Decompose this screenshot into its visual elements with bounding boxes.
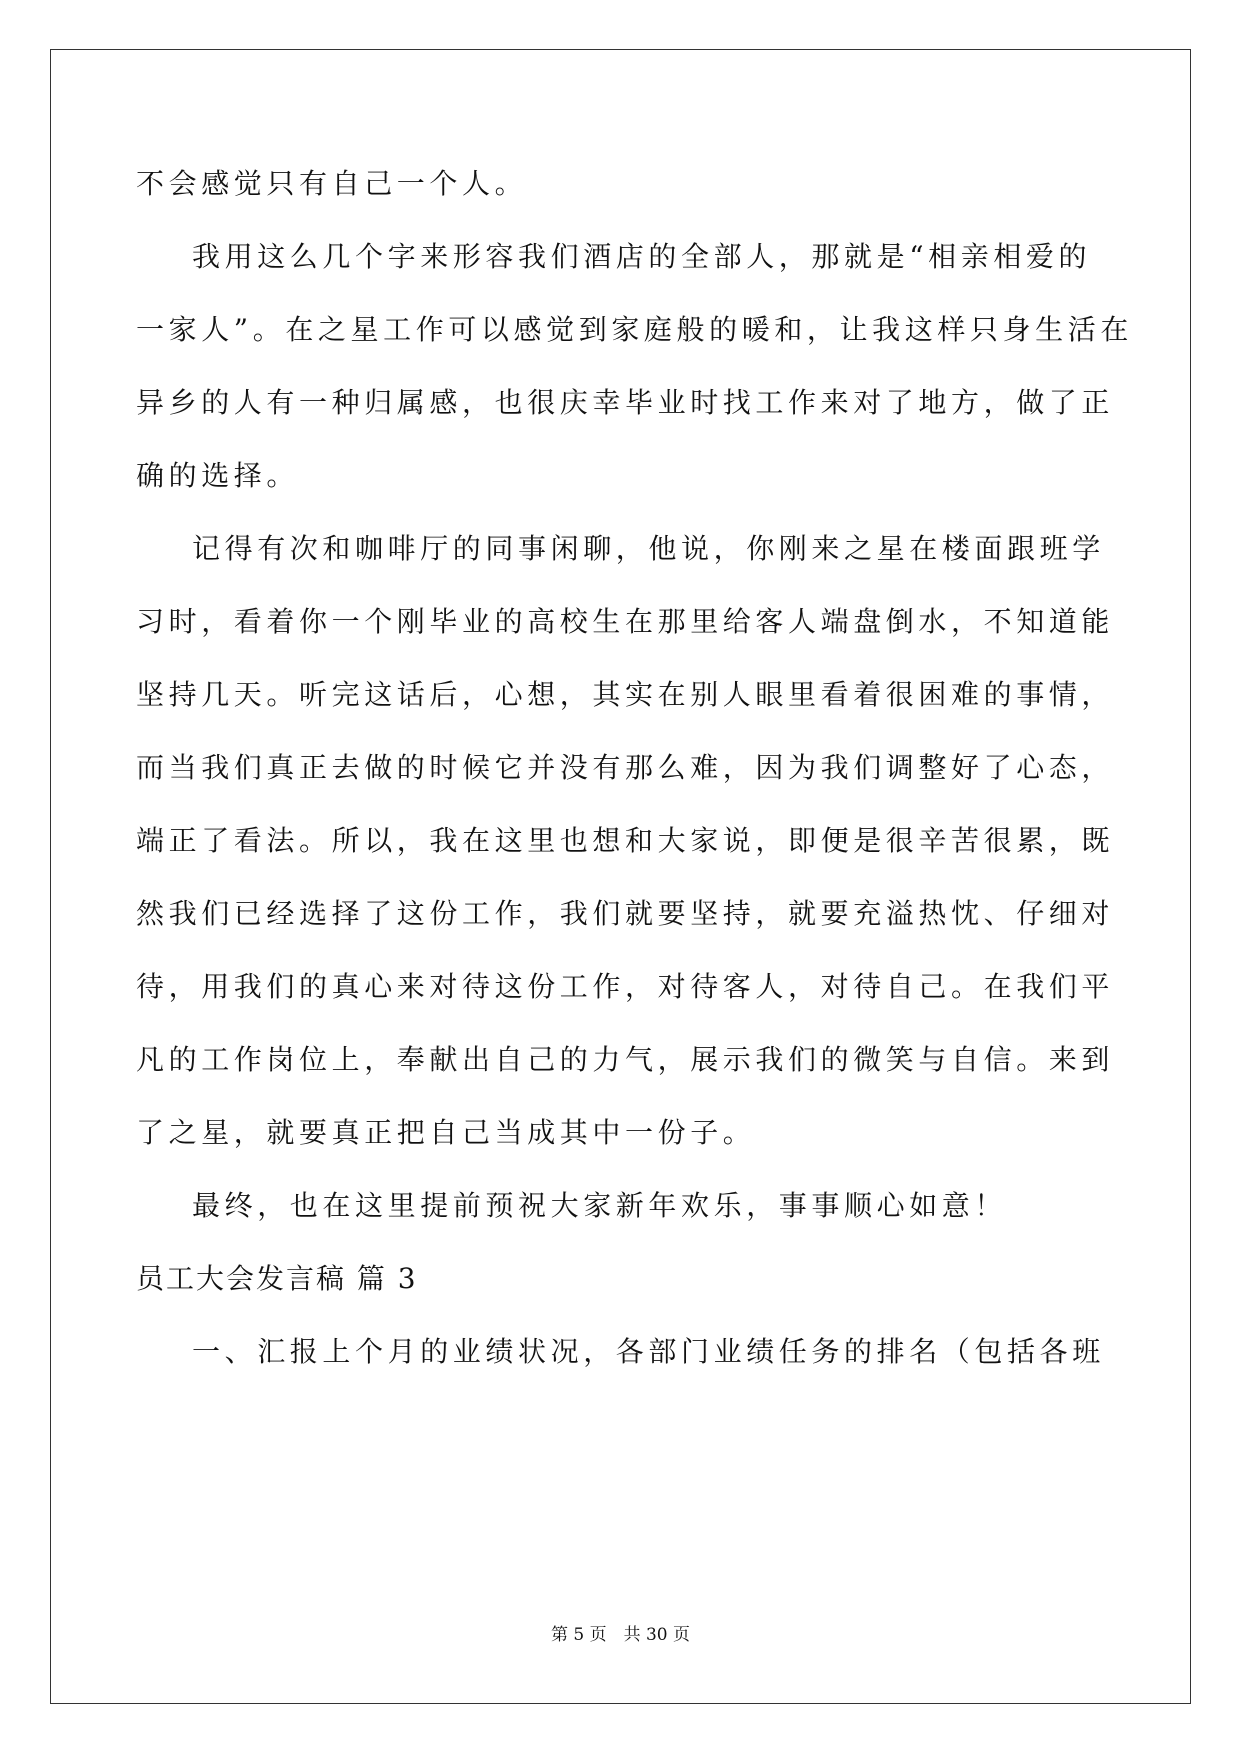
text-line: 了之星，就要真正把自己当成其中一份子。	[136, 1116, 756, 1149]
section-heading: 员工大会发言稿 篇 3	[136, 1262, 418, 1295]
text-line: 习时，看着你一个刚毕业的高校生在那里给客人端盘倒水，不知道能	[136, 605, 1115, 638]
text-line: 然我们已经选择了这份工作，我们就要坚持，就要充溢热忱、仔细对	[136, 897, 1115, 930]
text-line: 确的选择。	[136, 459, 300, 492]
text-line: 端正了看法。所以，我在这里也想和大家说，即便是很辛苦很累，既	[136, 824, 1115, 857]
page-footer: 第 5 页 共 30 页	[550, 1625, 691, 1645]
text-line: 异乡的人有一种归属感，也很庆幸毕业时找工作来对了地方，做了正	[136, 386, 1115, 419]
text-line: 凡的工作岗位上，奉献出自己的力气，展示我们的微笑与自信。来到	[136, 1043, 1115, 1076]
paragraph-start-line: 我用这么几个字来形容我们酒店的全部人，那就是“相亲相爱的	[192, 240, 1092, 273]
paragraph-start-line: 一、汇报上个月的业绩状况，各部门业绩任务的排名（包括各班	[192, 1335, 1105, 1368]
page-frame	[50, 49, 1191, 1704]
text-line: 不会感觉只有自己一个人。	[136, 167, 528, 200]
text-line: 一家人”。在之星工作可以感觉到家庭般的暖和，让我这样只身生活在	[136, 313, 1133, 346]
paragraph-start-line: 记得有次和咖啡厅的同事闲聊，他说，你刚来之星在楼面跟班学	[192, 532, 1105, 565]
text-line: 而当我们真正去做的时候它并没有那么难，因为我们调整好了心态，	[136, 751, 1115, 784]
text-line: 待，用我们的真心来对待这份工作，对待客人，对待自己。在我们平	[136, 970, 1115, 1003]
text-line: 坚持几天。听完这话后，心想，其实在别人眼里看着很困难的事情，	[136, 678, 1115, 711]
paragraph-start-line: 最终，也在这里提前预祝大家新年欢乐，事事顺心如意！	[192, 1189, 1008, 1222]
